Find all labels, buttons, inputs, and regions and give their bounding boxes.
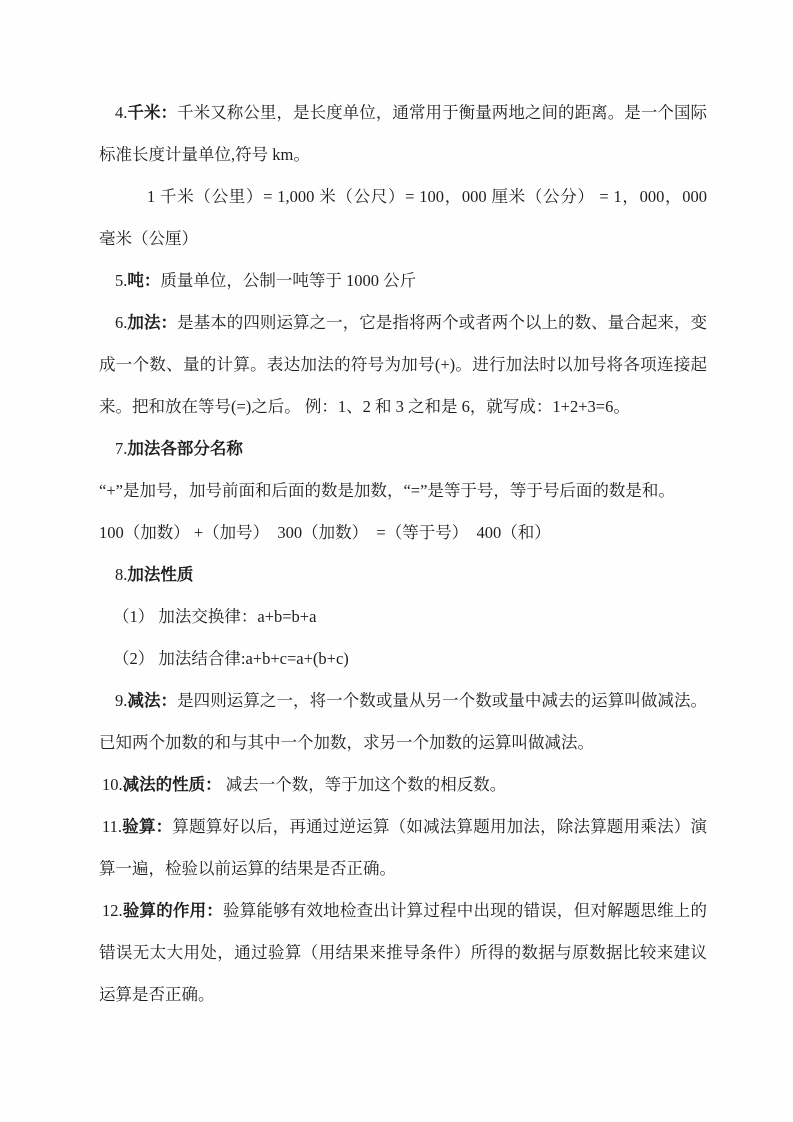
item-11-verification <box>99 806 707 890</box>
kilometer-conversion-formula <box>99 176 712 260</box>
text-run: （2） 加法结合律:a+b+c=a+(b+c) <box>113 649 349 668</box>
addition-commutative-law <box>99 596 707 638</box>
text-run: 6. <box>115 313 128 332</box>
bold-term: 验算的作用： <box>122 902 223 920</box>
text-run: 8. <box>115 565 128 584</box>
item-7-addition-parts-heading <box>99 428 707 470</box>
text-run: 100（加数） +（加号） 300（加数） =（等于号） 400（和） <box>99 523 551 542</box>
item-10-subtraction-property <box>99 764 707 806</box>
text-run: 是基本的四则运算之一，它是指将两个或者两个以上的数、量合起来，变成一个数、量的计算。表达加法的符号为加号(+)。进行加法时以加号将各项连接起来。把和放在等号(=)之后。 例：1、2 和 3 之和是 6，就写成：1+2+3=6。 <box>99 313 708 416</box>
addition-associative-law <box>99 638 707 680</box>
text-run: 12. <box>102 901 123 920</box>
item-4-kilometer <box>99 92 707 176</box>
item-6-addition <box>99 302 707 428</box>
text-run: 4. <box>115 103 128 122</box>
text-run: 是四则运算之一，将一个数或量从另一个数或量中减去的运算叫做减法。已知两个加数的和与其中一个加数，求另一个加数的运算叫做减法。 <box>99 691 708 752</box>
document-body <box>99 92 712 1016</box>
item-8-addition-properties-heading <box>99 554 707 596</box>
text-run: 9. <box>115 691 128 710</box>
text-run: 千米又称公里，是长度单位，通常用于衡量两地之间的距离。是一个国际标准长度计量单位,符号 km。 <box>99 103 708 164</box>
bold-term: 加法各部分名称 <box>127 440 243 458</box>
text-run: “+”是加号，加号前面和后面的数是加数，“=”是等于号，等于号后面的数是和。 <box>99 481 675 500</box>
text-run: 10. <box>102 775 123 794</box>
bold-term: 千米： <box>127 104 178 122</box>
bold-term: 加法性质 <box>127 566 194 584</box>
bold-term: 加法： <box>127 314 178 332</box>
text-run: 11. <box>102 817 123 836</box>
item-12-verification-role <box>99 890 707 1016</box>
addition-parts-example <box>99 512 707 554</box>
item-5-ton <box>99 260 707 302</box>
addition-parts-description <box>99 470 707 512</box>
text-run: 7. <box>115 439 128 458</box>
text-run: 质量单位，公制一吨等于 1000 公斤 <box>160 271 417 290</box>
item-9-subtraction <box>99 680 707 764</box>
text-run: 验算能够有效地检查出计算过程中出现的错误，但对解题思维上的错误无太大用处，通过验算（用结果来推导条件）所得的数据与原数据比较来建议运算是否正确。 <box>99 901 707 1004</box>
text-run: （1） 加法交换律：a+b=b+a <box>113 607 317 626</box>
text-run: 算题算好以后，再通过逆运算（如减法算题用加法，除法算题用乘法）演算一遍，检验以前运算的结果是否正确。 <box>99 817 708 878</box>
bold-term: 减法的性质： <box>122 776 222 794</box>
bold-term: 减法： <box>127 692 178 710</box>
bold-term: 吨： <box>127 272 161 290</box>
text-run: 5. <box>115 271 128 290</box>
bold-term: 验算： <box>122 818 173 836</box>
text-run: 1 千米（公里）= 1,000 米（公尺）= 100，000 厘米（公分） = 1，000，000 毫米（公厘） <box>99 187 712 248</box>
text-run: 减去一个数，等于加这个数的相反数。 <box>221 775 507 794</box>
